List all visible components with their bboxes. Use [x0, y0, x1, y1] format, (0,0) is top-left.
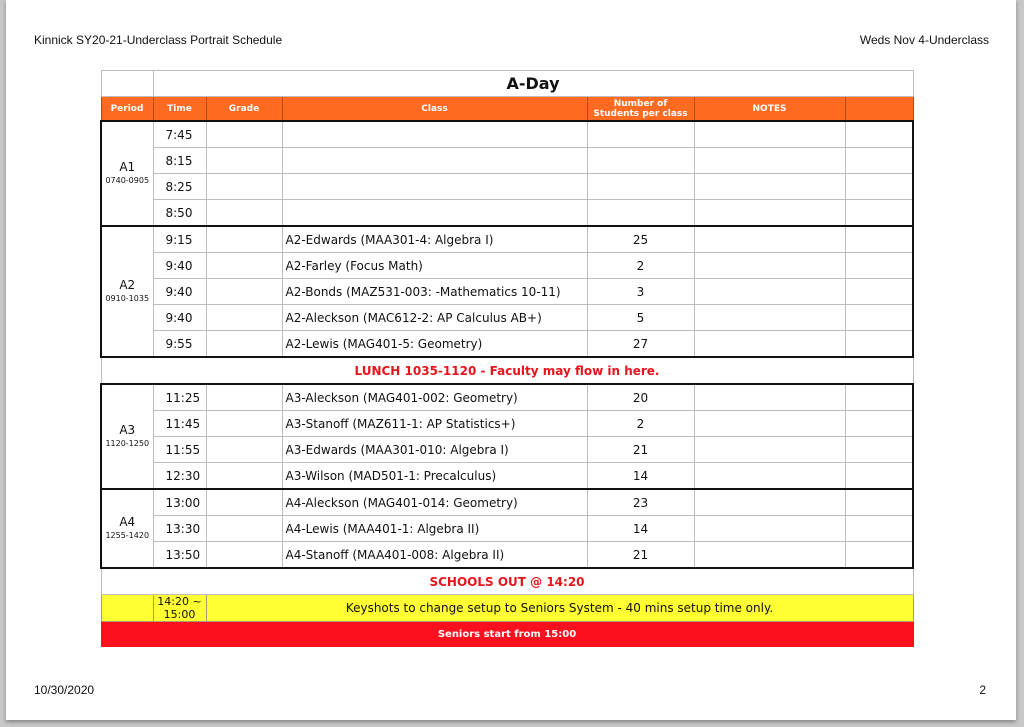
schedule-body [101, 121, 913, 647]
class-cell [282, 200, 587, 227]
table-row [101, 331, 913, 358]
students-header-line1: Number of [613, 98, 668, 109]
setup-spacer-cell [101, 595, 153, 622]
lunch-row [101, 357, 913, 384]
students-cell: 3 [587, 279, 694, 305]
period-label: A2 [119, 277, 136, 292]
class-cell: A4-Stanoff (MAA401-008: Algebra II) [282, 542, 587, 569]
period-cell [101, 226, 153, 357]
students-cell [587, 121, 694, 148]
seniors-row [101, 622, 913, 647]
table-row [101, 463, 913, 490]
table-row [101, 437, 913, 463]
period-range: 1255-1420 [105, 530, 150, 540]
notes-cell [694, 463, 845, 490]
table-row [101, 305, 913, 331]
time-cell: 13:00 [153, 489, 206, 516]
extra-cell [845, 279, 913, 305]
schools-out-banner: SCHOOLS OUT @ 14:20 [101, 568, 913, 595]
notes-cell [694, 331, 845, 358]
page-header-title: Kinnick SY20-21-Underclass Portrait Schedule [34, 33, 283, 47]
period-range: 1120-1250 [105, 438, 150, 448]
notes-cell [694, 437, 845, 463]
class-cell: A3-Aleckson (MAG401-002: Geometry) [282, 384, 587, 411]
col-header-notes: NOTES [694, 97, 845, 122]
period-cell [101, 384, 153, 489]
extra-cell [845, 411, 913, 437]
col-header-class: Class [282, 97, 587, 122]
setup-time-cell [153, 595, 206, 622]
class-cell [282, 174, 587, 200]
table-row [101, 489, 913, 516]
page-footer-date: 10/30/2020 [34, 683, 95, 697]
class-cell: A2-Edwards (MAA301-4: Algebra I) [282, 226, 587, 253]
schedule-table [100, 70, 914, 647]
grade-cell [206, 253, 282, 279]
setup-row [101, 595, 913, 622]
students-header-line2: Students per class [593, 108, 688, 119]
extra-cell [845, 463, 913, 490]
students-cell: 23 [587, 489, 694, 516]
extra-cell [845, 384, 913, 411]
page-header-date: Weds Nov 4-Underclass [859, 33, 989, 47]
students-cell [587, 148, 694, 174]
time-cell: 9:40 [153, 279, 206, 305]
grade-cell [206, 226, 282, 253]
grade-cell [206, 200, 282, 227]
notes-cell [694, 411, 845, 437]
table-row [101, 516, 913, 542]
notes-cell [694, 542, 845, 569]
col-header-extra [845, 97, 913, 122]
students-cell: 25 [587, 226, 694, 253]
extra-cell [845, 174, 913, 200]
class-cell: A4-Aleckson (MAG401-014: Geometry) [282, 489, 587, 516]
setup-time-start: 14:20 ~ [157, 595, 202, 608]
time-cell: 11:45 [153, 411, 206, 437]
class-cell: A2-Bonds (MAZ531-003: -Mathematics 10-11) [282, 279, 587, 305]
notes-cell [694, 148, 845, 174]
grade-cell [206, 437, 282, 463]
time-cell: 8:15 [153, 148, 206, 174]
col-header-time: Time [153, 97, 206, 122]
students-cell [587, 174, 694, 200]
time-cell: 9:15 [153, 226, 206, 253]
students-cell: 2 [587, 411, 694, 437]
notes-cell [694, 384, 845, 411]
class-cell: A2-Aleckson (MAC612-2: AP Calculus AB+) [282, 305, 587, 331]
col-header-students [587, 97, 694, 122]
time-cell: 9:40 [153, 305, 206, 331]
grade-cell [206, 542, 282, 569]
period-cell [101, 489, 153, 568]
table-row [101, 279, 913, 305]
students-cell [587, 200, 694, 227]
schools-out-row [101, 568, 913, 595]
period-label: A4 [119, 514, 136, 529]
extra-cell [845, 148, 913, 174]
notes-cell [694, 253, 845, 279]
students-cell: 20 [587, 384, 694, 411]
notes-cell [694, 279, 845, 305]
notes-cell [694, 174, 845, 200]
table-row [101, 200, 913, 227]
col-header-period: Period [101, 97, 153, 122]
class-cell: A3-Stanoff (MAZ611-1: AP Statistics+) [282, 411, 587, 437]
grade-cell [206, 279, 282, 305]
table-row [101, 174, 913, 200]
class-cell: A4-Lewis (MAA401-1: Algebra II) [282, 516, 587, 542]
extra-cell [845, 200, 913, 227]
title-spacer-cell [101, 71, 153, 97]
notes-cell [694, 226, 845, 253]
students-cell: 21 [587, 437, 694, 463]
setup-text: Keyshots to change setup to Seniors System - 40 mins setup time only. [206, 595, 913, 622]
grade-cell [206, 463, 282, 490]
period-label: A3 [119, 422, 136, 437]
extra-cell [845, 516, 913, 542]
grade-cell [206, 148, 282, 174]
grade-cell [206, 384, 282, 411]
page-number: 2 [979, 683, 986, 697]
class-cell: A2-Farley (Focus Math) [282, 253, 587, 279]
extra-cell [845, 489, 913, 516]
col-header-grade: Grade [206, 97, 282, 122]
students-cell: 14 [587, 516, 694, 542]
period-label: A1 [119, 159, 136, 174]
class-cell: A3-Wilson (MAD501-1: Precalculus) [282, 463, 587, 490]
class-cell [282, 121, 587, 148]
grade-cell [206, 516, 282, 542]
time-cell: 11:55 [153, 437, 206, 463]
time-cell: 13:50 [153, 542, 206, 569]
table-row [101, 411, 913, 437]
extra-cell [845, 226, 913, 253]
extra-cell [845, 253, 913, 279]
column-header-row [101, 97, 913, 122]
grade-cell [206, 489, 282, 516]
grade-cell [206, 121, 282, 148]
time-cell: 8:25 [153, 174, 206, 200]
students-cell: 2 [587, 253, 694, 279]
period-range: 0910-1035 [105, 293, 150, 303]
grade-cell [206, 331, 282, 358]
lunch-banner: LUNCH 1035-1120 - Faculty may flow in here. [101, 357, 913, 384]
students-cell: 27 [587, 331, 694, 358]
extra-cell [845, 331, 913, 358]
setup-time-end: 15:00 [163, 608, 196, 621]
grade-cell [206, 411, 282, 437]
period-cell [101, 121, 153, 226]
time-cell: 7:45 [153, 121, 206, 148]
time-cell: 11:25 [153, 384, 206, 411]
time-cell: 8:50 [153, 200, 206, 227]
notes-cell [694, 305, 845, 331]
table-row [101, 148, 913, 174]
table-row [101, 121, 913, 148]
table-row [101, 384, 913, 411]
seniors-banner: Seniors start from 15:00 [101, 622, 913, 647]
notes-cell [694, 489, 845, 516]
time-cell: 12:30 [153, 463, 206, 490]
notes-cell [694, 200, 845, 227]
notes-cell [694, 516, 845, 542]
class-cell: A3-Edwards (MAA301-010: Algebra I) [282, 437, 587, 463]
grade-cell [206, 174, 282, 200]
notes-cell [694, 121, 845, 148]
extra-cell [845, 437, 913, 463]
class-cell [282, 148, 587, 174]
extra-cell [845, 542, 913, 569]
students-cell: 21 [587, 542, 694, 569]
students-cell: 14 [587, 463, 694, 490]
time-cell: 9:55 [153, 331, 206, 358]
grade-cell [206, 305, 282, 331]
time-cell: 9:40 [153, 253, 206, 279]
extra-cell [845, 305, 913, 331]
table-row [101, 226, 913, 253]
extra-cell [845, 121, 913, 148]
schedule-title: A-Day [153, 71, 913, 97]
time-cell: 13:30 [153, 516, 206, 542]
table-row [101, 253, 913, 279]
class-cell: A2-Lewis (MAG401-5: Geometry) [282, 331, 587, 358]
table-row [101, 542, 913, 569]
students-cell: 5 [587, 305, 694, 331]
period-range: 0740-0905 [105, 175, 150, 185]
